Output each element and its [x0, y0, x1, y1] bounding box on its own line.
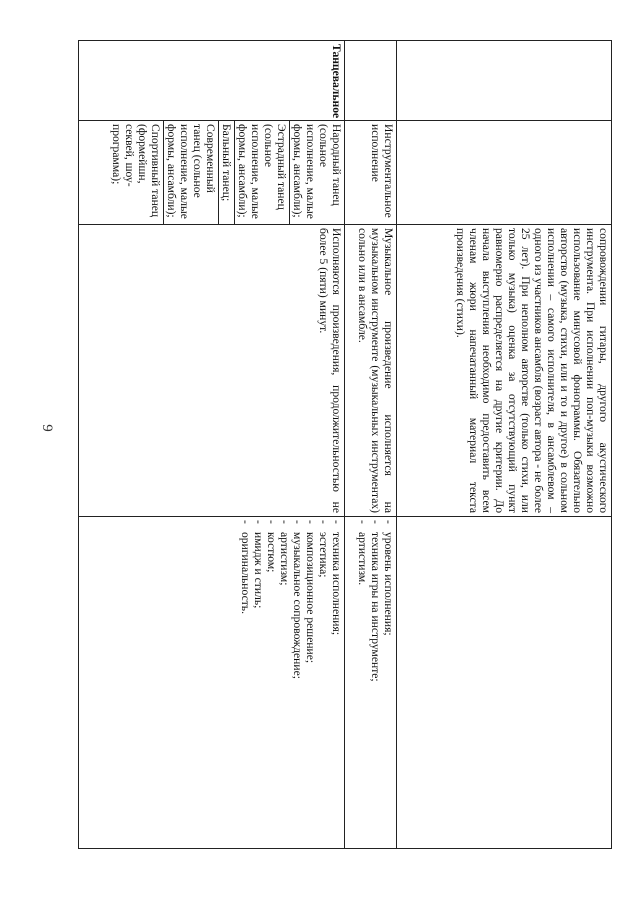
criteria-item: - имидж и стиль;: [252, 520, 265, 845]
requirements-cell: Исполняются произведения, продолжительностью не более 5 (пяти) минут.: [79, 225, 345, 517]
nomination-cell: Инструментальное исполнение: [345, 121, 397, 225]
criteria-cell: [345, 517, 397, 849]
subnomination-item: Народный танец (сольное исполнение, малые формы, ансамбли);: [291, 124, 343, 219]
criteria-item: - музыкальное сопровождение;: [291, 520, 304, 845]
subnomination-item: Эстрадный танец (сольное исполнение, малые формы, ансамбли);: [235, 121, 290, 224]
rotated-table-wrapper: [78, 40, 612, 848]
table-row: [345, 41, 397, 849]
criteria-item: - костюм;: [265, 520, 278, 845]
category-cell: [397, 41, 612, 121]
criteria-item: - уровень исполнения;: [382, 520, 395, 845]
category-cell: Танцевальное: [79, 41, 345, 121]
subnominations-cell: [79, 121, 345, 225]
requirements-cell: Музыкальное произведение исполняется на музыкальном инструменте (музыкальных инструментах) сольно или в ансамбле.: [345, 225, 397, 517]
requirements-cell: сопровождении гитары, другого акустического инструмента. При исполнении поп-музыки возможно использование минусовой фонограммы. Обязательно авторство (музыка, стихи, или и то и другое) в сольном исполнении – самого исполнителя, в ансамблевом – одного из участников ансамбля (возраст автора - не более 25 лет). При неполном авторстве (только стихи, или только музыка) оценка за отсутствующий пункт равномерно распределяется на другие критерии. До начала выступления необходимо предоставить всем членам жюри напечатанный материал текста произведения (стихи).: [397, 225, 612, 517]
table-row: [79, 41, 345, 849]
criteria-cell: [397, 517, 612, 849]
criteria-table: [78, 40, 612, 849]
nomination-cell: [397, 121, 612, 225]
criteria-item: - техника игры на инструменте;: [369, 520, 382, 845]
criteria-item: - техника исполнения;: [330, 520, 343, 845]
criteria-item: - оригинальность.: [239, 520, 252, 845]
subnomination-item: Современный танец (сольное исполнение, малые формы, ансамбли);: [164, 121, 219, 224]
criteria-item: - композиционное решение;: [304, 520, 317, 845]
criteria-cell: [79, 517, 345, 849]
criteria-item: - артистизм.: [356, 520, 369, 845]
subnomination-item: Бальный танец;: [219, 121, 235, 224]
criteria-item: - артистизм;: [278, 520, 291, 845]
category-cell: [345, 41, 397, 121]
criteria-item: - эстетика;: [317, 520, 330, 845]
table-row: [397, 41, 612, 849]
page-number: 9: [39, 424, 55, 432]
subnomination-item: Спортивный танец (формейшн, секвей, шоу-программа);: [109, 121, 164, 224]
